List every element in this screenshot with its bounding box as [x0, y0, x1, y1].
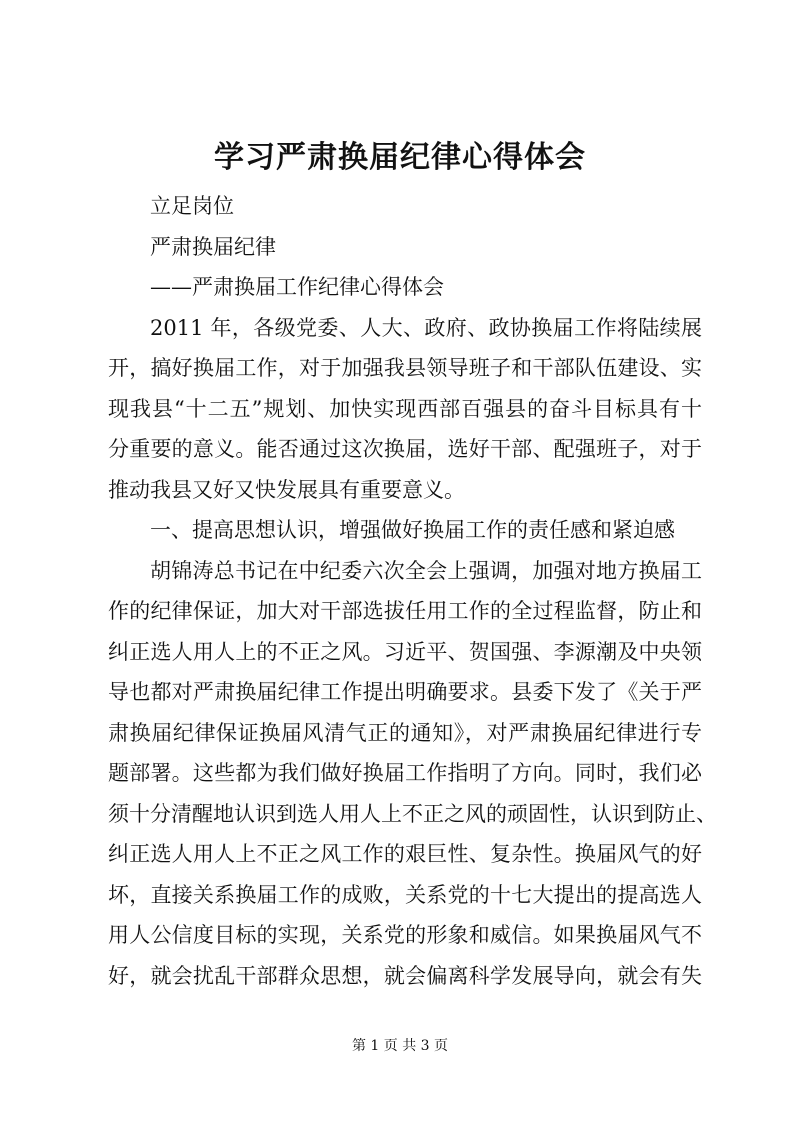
- body-line: 导也都对严肃换届纪律工作提出明确要求。县委下发了《关于严: [108, 680, 702, 704]
- body-line: ——严肃换届工作纪律心得体会: [150, 275, 444, 299]
- body-line: 作的纪律保证，加大对干部选拔任用工作的全过程监督，防止和: [108, 599, 702, 623]
- page-footer: 第 1 页 共 3 页: [351, 1038, 449, 1054]
- body-line: 用人公信度目标的实现，关系党的形象和威信。如果换届风气不: [108, 923, 702, 947]
- body-line: 胡锦涛总书记在中纪委六次全会上强调，加强对地方换届工: [150, 558, 702, 583]
- body-line: 2011 年，各级党委、人大、政府、政协换届工作将陆续展: [150, 315, 702, 340]
- body-line: 肃换届纪律保证换届风清气正的通知》，对严肃换届纪律进行专: [108, 720, 702, 745]
- body-line: 现我县“十二五”规划、加快实现西部百强县的奋斗目标具有十: [108, 396, 702, 421]
- body-line: 推动我县又好又快发展具有重要意义。: [108, 477, 465, 502]
- body-line: 一、提高思想认识，增强做好换届工作的责任感和紧迫感: [150, 518, 675, 542]
- document-body: [108, 186, 717, 996]
- body-line: 须十分清醒地认识到选人用人上不正之风的顽固性，认识到防止、: [108, 801, 717, 826]
- body-line: 纠正选人用人上不正之风工作的艰巨性、复杂性。换届风气的好: [108, 842, 702, 866]
- document-title: 学习严肃换届纪律心得体会: [214, 140, 586, 175]
- body-line: 坏，直接关系换届工作的成败，关系党的十七大提出的提高选人: [108, 882, 702, 907]
- body-line: 开，搞好换届工作，对于加强我县领导班子和干部队伍建设、实: [108, 356, 702, 380]
- body-line: 立足岗位: [150, 194, 234, 218]
- body-line: 纠正选人用人上的不正之风。习近平、贺国强、李源潮及中央领: [108, 639, 702, 664]
- body-line: 好，就会扰乱干部群众思想，就会偏离科学发展导向，就会有失: [108, 963, 702, 988]
- body-line: 分重要的意义。能否通过这次换届，选好干部、配强班子，对于: [108, 437, 702, 461]
- body-line: 题部署。这些都为我们做好换届工作指明了方向。同时，我们必: [108, 761, 702, 785]
- body-line: 严肃换届纪律: [150, 234, 276, 259]
